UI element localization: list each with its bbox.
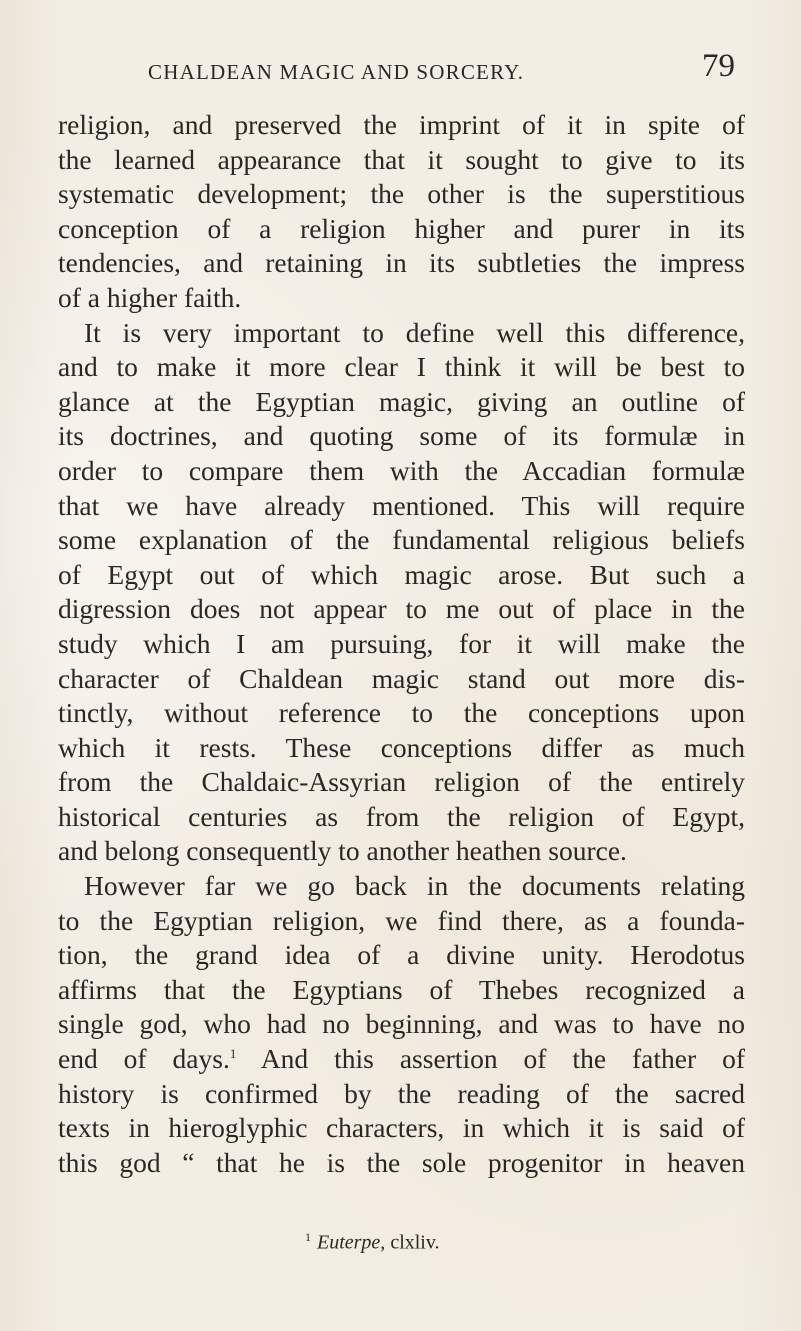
running-head: CHALDEAN MAGIC AND SORCERY. — [148, 60, 525, 84]
text-line: conception of a religion higher and purer in its — [58, 212, 745, 244]
page-number: 79 — [702, 48, 735, 84]
text-line: and to make it more clear I think it will be best to — [58, 351, 745, 383]
text-line: affirms that the Egyptians of Thebes recognized a — [58, 973, 745, 1005]
text-line: It is very important to define well this difference, — [84, 316, 745, 348]
text-line: glance at the Egyptian magic, giving an outline of — [58, 385, 745, 417]
text-line: tinctly, without reference to the conceptions upon — [58, 697, 745, 729]
text-line: the learned appearance that it sought to give to its — [58, 143, 745, 175]
text-line: tendencies, and retaining in its subtleties the impress — [58, 247, 745, 279]
text-line: historical centuries as from the religion of Egypt, — [58, 800, 745, 832]
text-line: which it rests. These conceptions differ as much — [58, 731, 745, 763]
text-line: some explanation of the fundamental religious beliefs — [58, 524, 745, 556]
footnote-reference: 1 — [229, 1045, 237, 1061]
text-line: of a higher faith. — [58, 281, 242, 313]
text-line: single god, who had no beginning, and was to have no — [58, 1008, 745, 1040]
text-line: study which I am pursuing, for it will make the — [58, 627, 745, 659]
text-line: this god “ that he is the sole progenitor in heaven — [58, 1146, 745, 1178]
text-segment: end of days. — [58, 1043, 230, 1075]
text-line: that we have already mentioned. This will require — [58, 489, 745, 521]
text-line: of Egypt out of which magic arose. But such a — [58, 558, 745, 590]
text-line: systematic development; the other is the superstitious — [58, 178, 745, 210]
text-line: character of Chaldean magic stand out more dis- — [58, 662, 745, 694]
text-line: order to compare them with the Accadian formulæ — [58, 454, 745, 486]
text-line: history is confirmed by the reading of the sacred — [58, 1077, 745, 1109]
footnote-number: 1 — [305, 1230, 311, 1244]
text-line: texts in hieroglyphic characters, in which it is said of — [58, 1112, 745, 1144]
text-line — [58, 1042, 745, 1077]
page-header — [148, 50, 735, 90]
text-line: and belong consequently to another heathen source. — [58, 835, 627, 867]
text-line: from the Chaldaic-Assyrian religion of the entirely — [58, 766, 745, 798]
footnote-reference-text: clxliv. — [385, 1231, 440, 1254]
text-line: However far we go back in the documents relating — [84, 870, 745, 902]
text-line: religion, and preserved the imprint of it in spite of — [58, 109, 745, 140]
text-line: to the Egyptian religion, we find there, as a founda- — [58, 904, 745, 936]
footnote — [305, 1230, 440, 1255]
text-line: its doctrines, and quoting some of its formulæ in — [58, 420, 745, 452]
text-line: digression does not appear to me out of place in the — [58, 593, 745, 625]
body-text — [58, 108, 745, 1180]
text-segment: And this assertion of the father of — [236, 1043, 745, 1075]
text-line: tion, the grand idea of a divine unity. Herodotus — [58, 939, 745, 971]
footnote-title: Euterpe, — [317, 1231, 386, 1254]
